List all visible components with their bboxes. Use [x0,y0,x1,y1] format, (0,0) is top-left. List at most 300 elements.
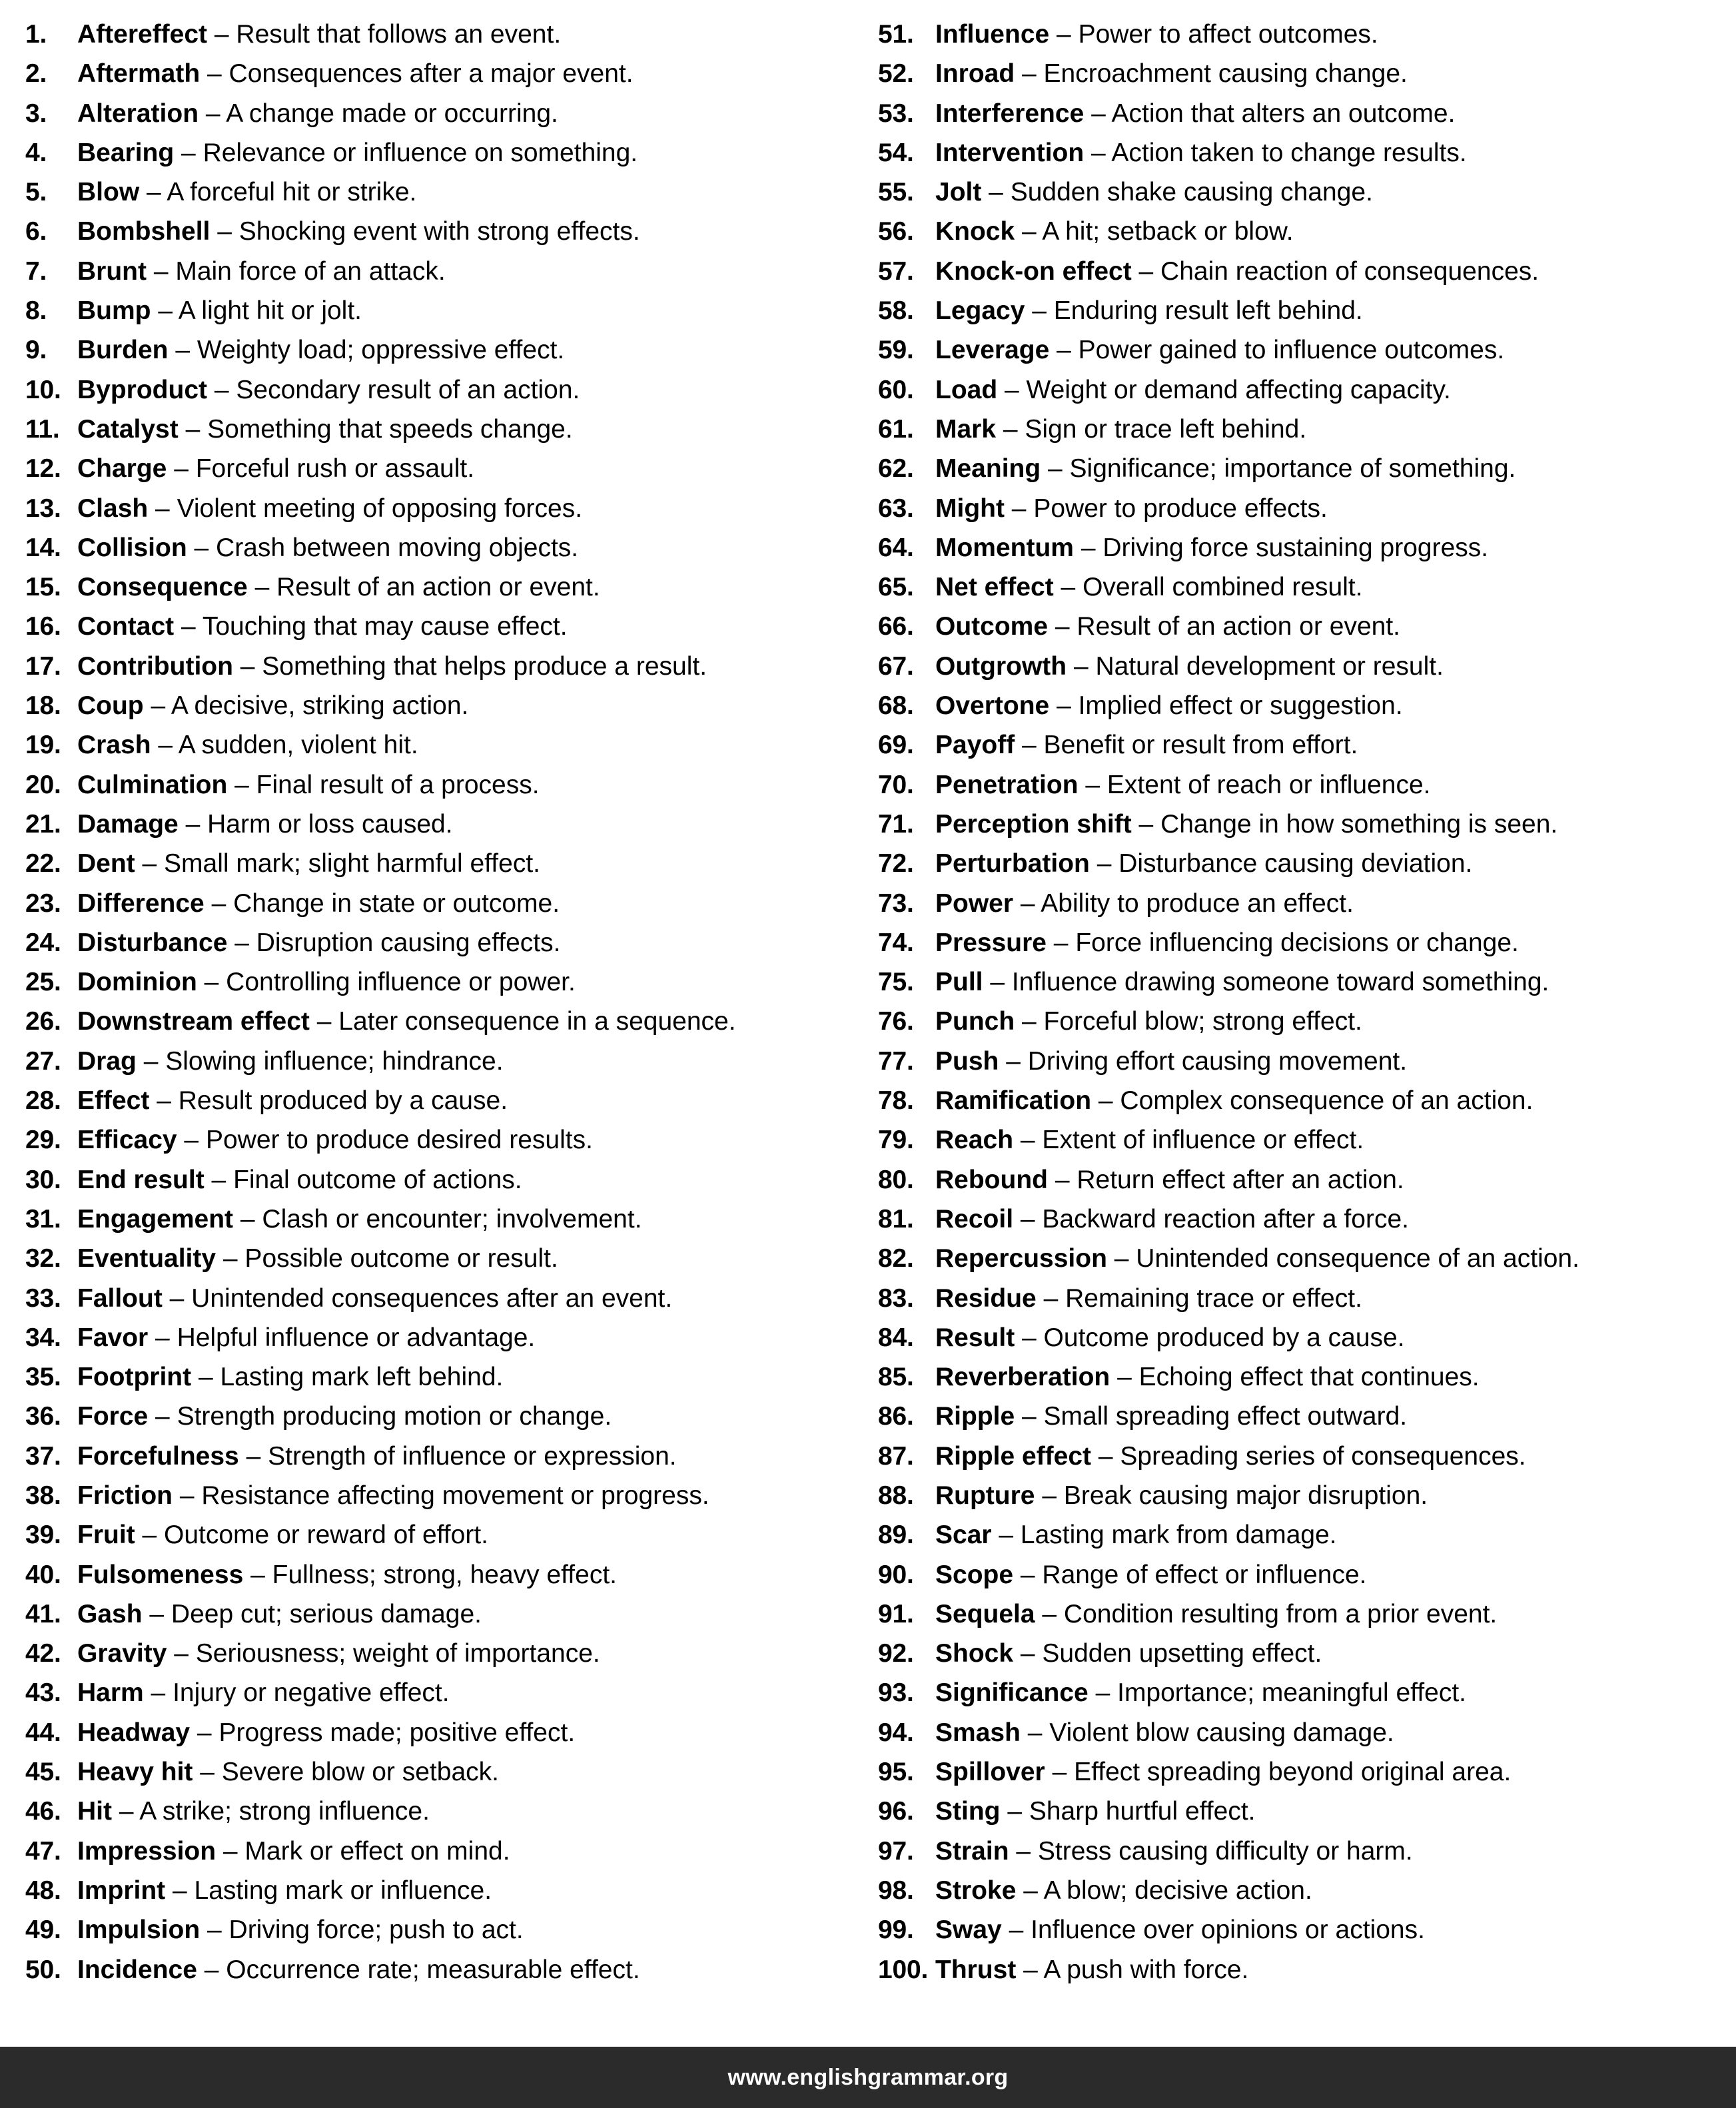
list-item-definition: – Return effect after an action. [1055,1165,1404,1194]
list-item-term: End result [77,1165,212,1194]
list-item-definition: – Range of effect or influence. [1020,1560,1367,1589]
list-item-definition: – Disturbance causing deviation. [1096,849,1473,878]
list-item-number: 2. [25,59,47,89]
list-item [878,1357,1736,1397]
list-item-definition: – Small mark; slight harmful effect. [142,849,540,878]
list-item-number: 39. [25,1521,61,1550]
list-item-number: 15. [25,573,61,602]
list-item-definition: – Consequences after a major event. [207,59,634,89]
list-item-number: 83. [878,1283,914,1313]
list-item-number: 60. [878,375,914,404]
list-item [878,1752,1736,1792]
list-item-definition: – Power to affect outcomes. [1057,20,1378,49]
list-item-definition: – Weighty load; oppressive effect. [175,336,565,365]
list-item-term: Ramification [935,1086,1098,1116]
list-item [878,1515,1736,1555]
list-item-number: 32. [25,1244,61,1273]
list-item-number: 92. [878,1639,914,1668]
list-item-number: 66. [878,612,914,641]
footer-bar [0,2047,1736,2108]
list-item [25,923,866,962]
list-item-term: Payoff [935,731,1023,760]
list-item [878,1160,1736,1200]
list-item-definition: – Sudden upsetting effect. [1020,1639,1322,1668]
list-item [25,1200,866,1239]
list-item-definition: – Severe blow or setback. [200,1758,499,1787]
list-item [25,884,866,923]
list-item-definition: – Backward reaction after a force. [1020,1204,1409,1233]
list-item-term: Result [935,1323,1023,1352]
list-item-number: 94. [878,1718,914,1747]
list-item-number: 98. [878,1876,914,1905]
list-item-number: 52. [878,59,914,89]
list-item-number: 85. [878,1363,914,1392]
list-item [25,1476,866,1515]
list-item-definition: – Benefit or result from effort. [1022,731,1358,760]
list-item-number: 88. [878,1481,914,1510]
list-item [878,410,1736,449]
list-item-term: Leverage [935,336,1057,365]
list-item-term: Knock-on effect [935,256,1139,286]
list-item-number: 38. [25,1481,61,1510]
list-item [878,1950,1736,1989]
list-item-term: Interference [935,99,1092,128]
list-item-definition: – Fullness; strong, heavy effect. [250,1560,617,1589]
list-item-definition: – Main force of an attack. [153,256,446,286]
list-item-number: 20. [25,770,61,799]
list-item-definition: – Relevance or influence on something. [181,138,638,167]
list-item-number: 63. [878,494,914,523]
list-item [25,1002,866,1041]
list-item-number: 68. [878,691,914,721]
list-item-number: 87. [878,1441,914,1471]
list-item-number: 70. [878,770,914,799]
list-item-definition: – Strength of influence or expression. [246,1441,677,1471]
list-item-number: 78. [878,1086,914,1116]
list-item-number: 36. [25,1402,61,1431]
list-item-term: Residue [935,1283,1044,1313]
list-item [878,1555,1736,1594]
list-item-definition: – Importance; meaningful effect. [1095,1678,1467,1708]
list-item-term: Byproduct [77,375,215,404]
list-item-term: Damage [77,809,186,839]
list-item [25,1950,866,1989]
list-item [25,252,866,291]
list-item-definition: – A hit; setback or blow. [1022,217,1294,246]
list-item [878,923,1736,962]
list-item-definition: – Occurrence rate; measurable effect. [204,1955,640,1984]
list-item-definition: – Spreading series of consequences. [1098,1441,1526,1471]
list-item-number: 22. [25,849,61,878]
list-item-number: 74. [878,928,914,957]
list-item [878,805,1736,844]
list-item-term: Momentum [935,533,1081,562]
list-item-number: 93. [878,1678,914,1708]
list-item-number: 65. [878,573,914,602]
list-item-term: Penetration [935,770,1086,799]
list-item-term: Downstream effect [77,1007,317,1036]
list-item [25,1160,866,1200]
list-item-term: Friction [77,1481,180,1510]
list-item-number: 64. [878,533,914,562]
list-item [25,330,866,370]
list-item [25,1832,866,1871]
list-item-definition: – Harm or loss caused. [185,809,453,839]
list-item-term: Significance [935,1678,1096,1708]
list-item-term: Burden [77,336,176,365]
list-item-term: Jolt [935,178,989,207]
list-item-number: 56. [878,217,914,246]
list-item [25,1594,866,1634]
list-item-term: Culmination [77,770,235,799]
list-item-term: Alteration [77,99,206,128]
list-item-definition: – Small spreading effect outward. [1022,1402,1408,1431]
list-item [25,1673,866,1712]
list-item-term: Stroke [935,1876,1024,1905]
list-item-number: 23. [25,888,61,918]
list-item-term: Perturbation [935,849,1097,878]
list-item-definition: – Something that speeds change. [185,414,573,444]
list-item-term: Smash [935,1718,1028,1747]
list-item-term: Effect [77,1086,157,1116]
list-item-term: Fruit [77,1521,143,1550]
list-item [878,1279,1736,1318]
list-item [25,15,866,54]
list-item-term: Repercussion [935,1244,1114,1273]
list-item-term: Bump [77,296,159,326]
list-item-definition: – Driving force; push to act. [207,1916,524,1945]
list-item-definition: – Forceful rush or assault. [174,454,475,484]
list-item [25,449,866,488]
list-item [25,489,866,528]
list-item-number: 10. [25,375,61,404]
list-item-definition: – Outcome or reward of effort. [142,1521,488,1550]
list-item-number: 82. [878,1244,914,1273]
list-item-term: Strain [935,1836,1017,1866]
list-item-number: 5. [25,178,47,207]
list-item-number: 49. [25,1916,61,1945]
list-item-definition: – Final outcome of actions. [211,1165,522,1194]
list-item [25,1871,866,1910]
list-item-definition: – Power to produce desired results. [184,1126,593,1155]
list-item-number: 41. [25,1599,61,1628]
list-item-term: Catalyst [77,414,186,444]
list-item-definition: – A push with force. [1023,1955,1249,1984]
list-item-number: 40. [25,1560,61,1589]
list-item-definition: – Chain reaction of consequences. [1138,256,1539,286]
list-item-definition: – Result of an action or event. [1055,612,1401,641]
list-item-definition: – Encroachment causing change. [1022,59,1408,89]
list-item-term: Efficacy [77,1126,185,1155]
list-item-number: 34. [25,1323,61,1352]
list-item-term: Reach [935,1126,1021,1155]
list-item-definition: – Power to produce effects. [1011,494,1328,523]
footer-website-url: www.englishgrammar.org [727,2064,1009,2090]
list-item [878,765,1736,805]
list-item-number: 77. [878,1046,914,1076]
list-item-number: 35. [25,1363,61,1392]
list-item-number: 33. [25,1283,61,1313]
list-item-definition: – Progress made; positive effect. [197,1718,576,1747]
list-item [25,212,866,251]
list-item-definition: – Influence drawing someone toward something. [990,968,1549,997]
list-item [878,1042,1736,1081]
list-item-term: Sequela [935,1599,1043,1628]
list-item-number: 7. [25,256,47,286]
list-item-term: Net effect [935,573,1061,602]
list-item [25,1279,866,1318]
list-item-number: 97. [878,1836,914,1866]
list-item-term: Heavy hit [77,1758,201,1787]
list-item-term: Clash [77,494,156,523]
list-item-definition: – Driving effort causing movement. [1006,1046,1408,1076]
list-item-term: Eventuality [77,1244,223,1273]
list-item [25,1555,866,1594]
list-item-term: Fulsomeness [77,1560,251,1589]
list-item [25,1042,866,1081]
list-item-term: Contact [77,612,181,641]
list-item [25,725,866,765]
list-item-definition: – Resistance affecting movement or progress. [179,1481,709,1510]
list-item-term: Gravity [77,1639,175,1668]
list-item-term: Push [935,1046,1007,1076]
list-item-definition: – Deep cut; serious damage. [149,1599,482,1628]
list-item-number: 59. [878,336,914,365]
list-item [25,1357,866,1397]
list-item-definition: – Helpful influence or advantage. [155,1323,536,1352]
list-item-number: 58. [878,296,914,326]
list-item-term: Reverberation [935,1363,1118,1392]
list-item-definition: – Lasting mark from damage. [999,1521,1337,1550]
list-item-number: 19. [25,731,61,760]
list-item [878,844,1736,883]
list-item [25,1910,866,1949]
list-item-number: 18. [25,691,61,721]
list-item-term: Pressure [935,928,1054,957]
two-column-list [0,15,1736,1989]
list-item [878,1120,1736,1160]
list-item-term: Impulsion [77,1916,207,1945]
list-item-definition: – Sharp hurtful effect. [1007,1797,1256,1826]
list-item-definition: – Violent blow causing damage. [1027,1718,1394,1747]
list-item [878,1437,1736,1476]
list-item-definition: – Extent of reach or influence. [1085,770,1431,799]
list-item-number: 4. [25,138,47,167]
list-item-definition: – Result that follows an event. [214,20,562,49]
list-item-term: Intervention [935,138,1092,167]
list-item-definition: – Final result of a process. [234,770,540,799]
list-item [878,94,1736,133]
list-item-definition: – Sudden shake causing change. [989,178,1373,207]
list-item-number: 73. [878,888,914,918]
list-item-number: 90. [878,1560,914,1589]
list-item-term: Thrust [935,1955,1024,1984]
list-item-definition: – Action that alters an outcome. [1091,99,1456,128]
list-item-number: 37. [25,1441,61,1471]
list-item-definition: – Lasting mark left behind. [198,1363,504,1392]
list-item-number: 48. [25,1876,61,1905]
list-item [25,1752,866,1792]
list-item [878,370,1736,410]
list-item [25,133,866,173]
list-item-number: 45. [25,1758,61,1787]
list-item-term: Difference [77,888,212,918]
list-item-number: 91. [878,1599,914,1628]
list-item-term: Legacy [935,296,1033,326]
list-item-number: 28. [25,1086,61,1116]
list-item-definition: – A sudden, violent hit. [158,731,418,760]
list-item-term: Dominion [77,968,205,997]
list-item [25,1713,866,1752]
list-item [878,1594,1736,1634]
list-item-definition: – A strike; strong influence. [119,1797,430,1826]
list-item [25,1515,866,1555]
list-item-term: Footprint [77,1363,199,1392]
list-item-definition: – Result produced by a cause. [157,1086,508,1116]
list-item-definition: – Extent of influence or effect. [1020,1126,1364,1155]
list-item [878,962,1736,1002]
list-item [878,212,1736,251]
list-item [878,252,1736,291]
list-item-term: Bearing [77,138,182,167]
list-item-number: 72. [878,849,914,878]
list-item-definition: – A blow; decisive action. [1023,1876,1312,1905]
list-item-term: Imprint [77,1876,173,1905]
list-item-definition: – Break causing major disruption. [1042,1481,1428,1510]
list-item-definition: – Change in how something is seen. [1138,809,1558,839]
list-item-term: Aftermath [77,59,208,89]
list-item-definition: – Shocking event with strong effects. [217,217,640,246]
list-item-number: 11. [25,414,60,444]
list-item-term: Punch [935,1007,1023,1036]
list-item [25,528,866,567]
list-item-number: 50. [25,1955,61,1984]
list-item-definition: – Touching that may cause effect. [181,612,568,641]
list-item-number: 43. [25,1678,61,1708]
list-item-number: 75. [878,968,914,997]
list-item-term: Ripple [935,1402,1023,1431]
list-item-number: 12. [25,454,61,484]
list-item-number: 6. [25,217,47,246]
list-item [25,370,866,410]
list-item-term: Meaning [935,454,1049,484]
list-item-number: 24. [25,928,61,957]
list-item-term: Disturbance [77,928,235,957]
list-item-term: Incidence [77,1955,205,1984]
list-item-definition: – Enduring result left behind. [1032,296,1363,326]
list-item-number: 54. [878,138,914,167]
list-item [878,1673,1736,1712]
list-item-number: 42. [25,1639,61,1668]
list-item-number: 76. [878,1007,914,1036]
list-item-definition: – Stress causing difficulty or harm. [1016,1836,1413,1866]
list-item [25,94,866,133]
list-item-term: Spillover [935,1758,1053,1787]
list-item-definition: – Influence over opinions or actions. [1009,1916,1425,1945]
list-item-definition: – A change made or occurring. [205,99,558,128]
list-item-term: Favor [77,1323,156,1352]
list-item-number: 53. [878,99,914,128]
list-item-number: 16. [25,612,61,641]
list-item-term: Harm [77,1678,151,1708]
list-item [25,1318,866,1357]
list-item-term: Sting [935,1797,1008,1826]
list-item-definition: – Power gained to influence outcomes. [1057,336,1505,365]
list-item [878,173,1736,212]
list-item-definition: – Later consequence in a sequence. [316,1007,736,1036]
list-item [878,1397,1736,1436]
list-column-left [0,15,866,1989]
list-item-definition: – Lasting mark or influence. [173,1876,492,1905]
list-item-definition: – Significance; importance of something. [1048,454,1516,484]
list-item-term: Gash [77,1599,150,1628]
list-item-definition: – Result of an action or event. [254,573,600,602]
list-item-definition: – Natural development or result. [1073,651,1444,681]
list-item-definition: – Something that helps produce a result. [240,651,707,681]
list-item-number: 8. [25,296,47,326]
list-item-number: 96. [878,1797,914,1826]
list-item-definition: – Change in state or outcome. [211,888,560,918]
list-item [878,1081,1736,1120]
list-item [878,1318,1736,1357]
list-item-term: Consequence [77,573,255,602]
list-item-definition: – Weight or demand affecting capacity. [1005,375,1451,404]
list-item-definition: – Complex consequence of an action. [1098,1086,1533,1116]
list-item-number: 79. [878,1126,914,1155]
list-item [25,1634,866,1673]
list-item-definition: – Seriousness; weight of importance. [174,1639,600,1668]
list-item [878,15,1736,54]
list-item-definition: – Sign or trace left behind. [1003,414,1307,444]
list-item-number: 95. [878,1758,914,1787]
list-item [25,686,866,725]
list-item-number: 80. [878,1165,914,1194]
list-item-term: Force [77,1402,156,1431]
list-item-term: Pull [935,968,991,997]
list-item-number: 61. [878,414,914,444]
list-item-term: Crash [77,731,159,760]
list-item-number: 1. [25,20,47,49]
list-item-term: Mark [935,414,1003,444]
list-item-definition: – Crash between moving objects. [194,533,579,562]
list-item-number: 9. [25,336,47,365]
list-item [878,1476,1736,1515]
list-item [878,1832,1736,1871]
list-item [25,1120,866,1160]
list-item-number: 84. [878,1323,914,1352]
list-item-number: 29. [25,1126,61,1155]
list-item [25,607,866,646]
list-item-definition: – A decisive, striking action. [151,691,469,721]
list-item-term: Outcome [935,612,1055,641]
list-item [878,1792,1736,1831]
list-item [878,567,1736,607]
list-item-term: Drag [77,1046,144,1076]
list-item-term: Dent [77,849,143,878]
list-item [25,805,866,844]
list-item-definition: – Effect spreading beyond original area. [1052,1758,1512,1787]
list-item-definition: – Force influencing decisions or change. [1053,928,1519,957]
list-item-number: 25. [25,968,61,997]
list-item-number: 62. [878,454,914,484]
list-item-definition: – Injury or negative effect. [151,1678,450,1708]
list-item-definition: – Possible outcome or result. [222,1244,558,1273]
list-item-definition: – Driving force sustaining progress. [1081,533,1489,562]
list-item-number: 3. [25,99,47,128]
list-item [25,647,866,686]
list-item-term: Recoil [935,1204,1021,1233]
list-item-term: Blow [77,178,147,207]
